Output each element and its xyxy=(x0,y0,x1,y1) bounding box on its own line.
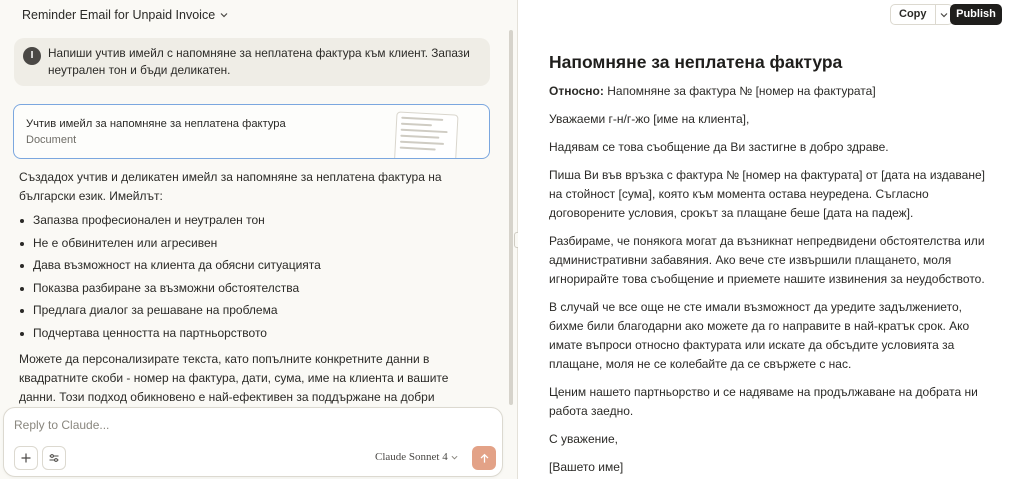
chevron-down-icon xyxy=(451,454,458,461)
reply-outro: Можете да персонализирате текста, като попълните конкретните данни в квадратните скоби - номер на фактура, дати, сума, име на клиента и вашите данни. Този подход обикновено е най-ефективен за поддържане на добри xyxy=(19,352,449,404)
artifact-type: Document xyxy=(26,134,77,146)
artifact-thumbnail xyxy=(393,111,458,159)
artifact-panel xyxy=(518,0,1024,479)
list-item: Не е обвинителен или агресивен xyxy=(19,234,485,257)
model-name: Claude Sonnet 4 xyxy=(375,451,448,463)
list-item: Предлага диалог за решаване на проблема xyxy=(19,301,485,324)
list-item: Подчертава ценността на партньорството xyxy=(19,324,485,347)
arrow-up-icon xyxy=(479,453,490,464)
user-avatar: I xyxy=(23,47,41,65)
paragraph: Ценим нашето партньорство и се надяваме на продължаване на добрата ни работа заедно. xyxy=(549,385,978,418)
artifact-title: Учтив имейл за напомняне за неплатена фактура xyxy=(26,118,286,130)
conversation-title: Reminder Email for Unpaid Invoice xyxy=(22,8,216,22)
list-item: Запазва професионален и неутрален тон xyxy=(19,211,485,234)
signature: [Вашето име] xyxy=(549,460,624,474)
sliders-icon xyxy=(48,452,60,464)
tools-button[interactable] xyxy=(42,446,66,470)
user-message-text: Напиши учтив имейл с напомняне за неплатена фактура към клиент. Запази неутрален тон и бъди деликатен. xyxy=(48,46,470,77)
send-button[interactable] xyxy=(472,446,496,470)
document-heading: Напомняне за неплатена фактура xyxy=(549,52,843,72)
publish-button[interactable]: Publish xyxy=(950,4,1002,25)
artifact-card[interactable] xyxy=(13,104,490,159)
subject-text: Напомняне за фактура № [номер на фактурата] xyxy=(603,84,876,98)
copy-button[interactable]: Copy xyxy=(891,5,936,24)
subject-line xyxy=(549,82,989,101)
reply-bullet-list xyxy=(19,211,485,346)
chevron-down-icon xyxy=(220,11,228,19)
greeting: Уважаеми г-н/г-жо [име на клиента], xyxy=(549,112,750,126)
reply-intro: Създадох учтив и деликатен имейл за напомняне за неплатена фактура на български език. Имейлът: xyxy=(19,170,442,203)
reply-input[interactable] xyxy=(14,418,484,432)
paragraph: Пиша Ви във връзка с фактура № [номер на фактурата] от [дата на издаване] на стойност [сума], която към момента остава неуредена. Съгласно договорените условия, срокът за плащане беше [дата на падеж]. xyxy=(549,168,985,220)
paragraph: Надявам се това съобщение да Ви застигне в добро здраве. xyxy=(549,140,889,154)
plus-icon xyxy=(20,452,32,464)
subject-label: Относно: xyxy=(549,84,604,98)
user-message xyxy=(14,38,490,86)
copy-button-group xyxy=(890,4,953,25)
document-content xyxy=(549,50,989,479)
assistant-message xyxy=(19,168,485,431)
paragraph: В случай че все още не сте имали възможност да уредите задължението, бихме били благодарни ако можете да го направите в най-кратък срок. Ако имате въпроси относно фактурата или искате да обсъдите условията за плащане, моля не се колебайте да се свържете с нас. xyxy=(549,300,970,371)
list-item: Дава възможност на клиента да обясни ситуацията xyxy=(19,256,485,279)
conversation-title-button[interactable] xyxy=(22,8,228,22)
paragraph: Разбираме, че понякога могат да възникнат непредвидени обстоятелства или административни забавяния. Ако вече сте извършили плащането, моля игнорирайте това съобщение и приемете нашите извинения за неудобството. xyxy=(549,234,985,286)
chat-scrollbar[interactable] xyxy=(509,30,513,405)
add-attachment-button[interactable] xyxy=(14,446,38,470)
closing: С уважение, xyxy=(549,432,618,446)
chat-header xyxy=(0,0,517,30)
chevron-down-icon xyxy=(940,11,948,19)
composer xyxy=(3,407,503,477)
model-selector[interactable] xyxy=(375,451,458,463)
list-item: Показва разбиране за възможни обстоятелства xyxy=(19,279,485,302)
